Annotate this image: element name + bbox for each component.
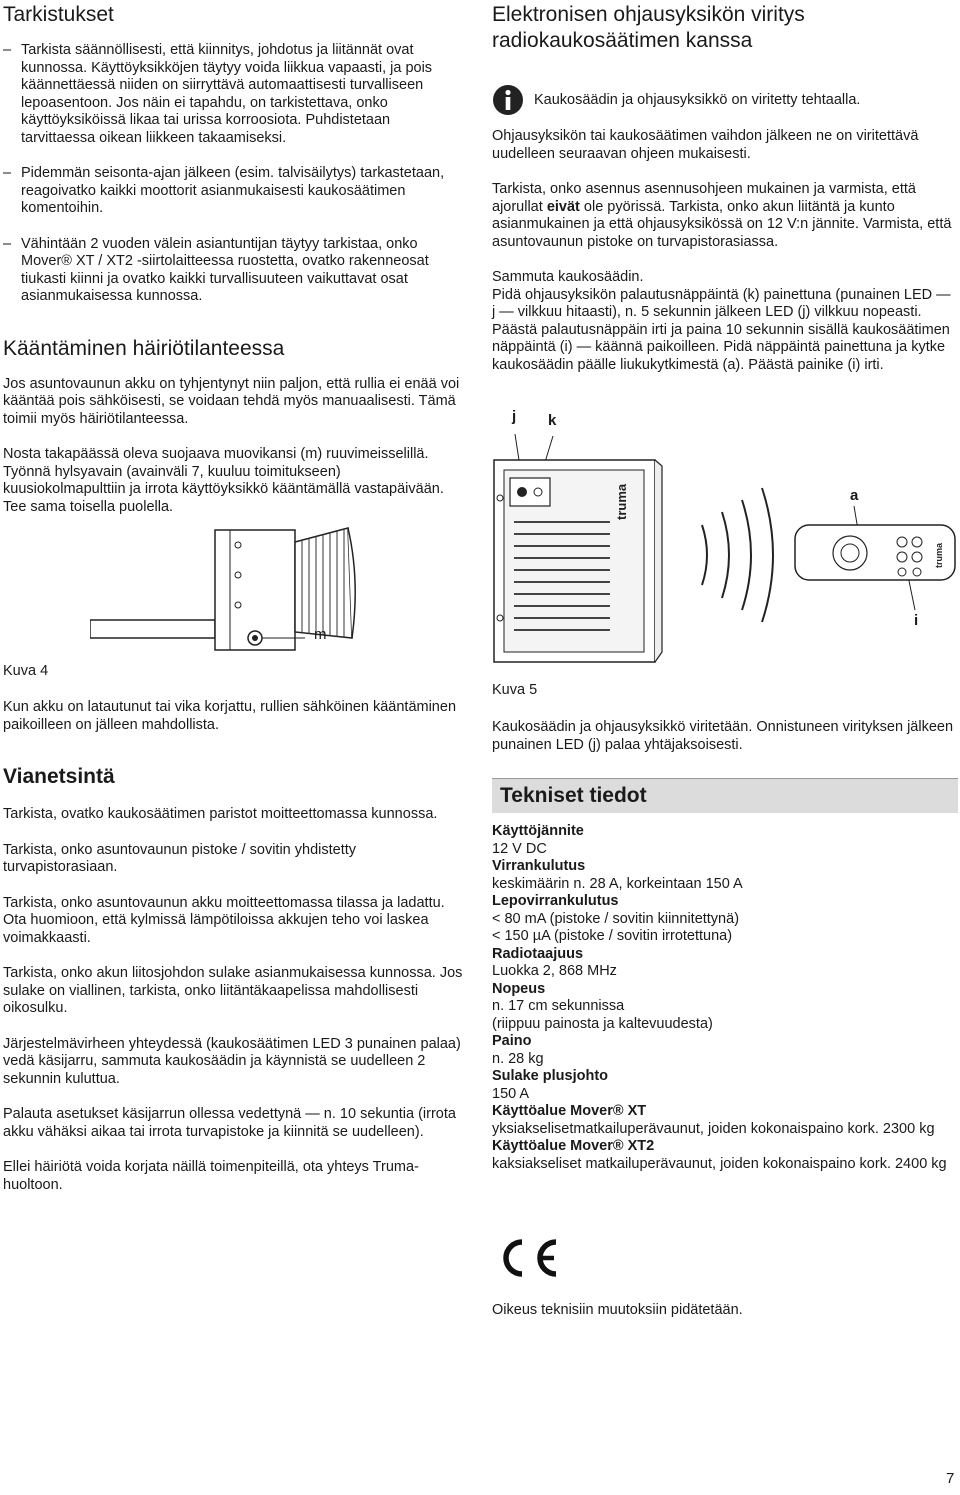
left-column	[3, 2, 463, 516]
ce-mark-icon	[492, 1236, 562, 1280]
figure-5-caption: Kuva 5	[492, 682, 538, 698]
spec-standby-current: Lepovirrankulutus < 80 mA (pistoke / sovitin kiinnitettynä) < 150 µA (pistoke / sovitin irrotettuna)	[492, 893, 740, 944]
heading-troubleshooting: Vianetsintä	[3, 765, 115, 788]
tech-specs-list	[492, 823, 954, 1173]
figure-5-label-a: a	[850, 487, 859, 504]
after-figure-4-text: Kun akku on latautunut tai vika korjattu, rullien sähköinen kääntäminen paikoilleen on jälleen mahdollista.	[3, 699, 457, 733]
spec-weight: Paino n. 28 kg	[492, 1033, 544, 1067]
troubleshoot-item-7: Ellei häiriötä voida korjata näillä toimenpiteillä, ota yhteys Truma-huoltoon.	[3, 1159, 419, 1193]
pairing-paragraph-1: Ohjausyksikön tai kaukosäätimen vaihdon jälkeen ne on viritettävä uudelleen seuraavan ohjeen mukaisesti.	[492, 128, 919, 162]
figure-5-control-unit-and-remote	[490, 430, 960, 675]
spec-fuse: Sulake plusjohto 150 A	[492, 1068, 609, 1102]
troubleshoot-item-2: Tarkista, onko asuntovaunun pistoke / sovitin yhdistetty turvapistorasiaan.	[3, 841, 357, 875]
pairing-paragraph-4: Pidä ohjausyksikön palautusnäppäintä (k) painettuna (punainen LED — j — vilkkuu hitaasti), n. 5 sekunnin jälkeen LED (j) vilkkuu nopeasti. Päästä palautusnäppäin irti ja paina 10 sekunnin sisällä kaukosäätimen näppäintä (i) — käännä paikoilleen. Pidä näppäintä painettuna ja kytke kaukosäädin päälle liukukytkimestä (a). Päästä painike (i) irti.	[492, 286, 951, 373]
figure-4-drive-unit	[90, 520, 390, 660]
pairing-paragraph-2: Tarkista, onko asennus asennusohjeen mukainen ja varmista, että ajorullat eivät ole pyörissä. Tarkista, onko akun liitäntä ja kunto asianmukainen ja että ohjausyksikössä on 12 V:n jännite. Varmista, että asuntovaunun pistoke on turvapistorasiassa.	[492, 181, 952, 250]
check-item-3: – Vähintään 2 vuoden välein asiantuntijan täytyy tarkistaa, onko Mover® XT / XT2 -siirtolaitteessa ruostetta, ovatko rakenneosat tiukasti kiinni ja ovatko kaikki turvallisuuteen vaikuttavat osat asianmukaisessa kunnossa.	[3, 236, 463, 306]
control-unit-brand: truma	[614, 483, 629, 520]
right-column	[492, 2, 954, 374]
info-note-text: Kaukosäädin ja ohjausyksikkö on viritetty tehtaalla.	[534, 92, 861, 108]
tech-heading-box	[492, 778, 958, 813]
figure-5-label-i: i	[914, 612, 919, 629]
troubleshoot-item-5: Järjestelmävirheen yhteydessä (kaukosäätimen LED 3 punainen palaa) vedä käsijarru, sammuta kaukosäädin ja käynnistä se uudelleen 2 sekunnin kuluttua.	[3, 1035, 461, 1087]
figure-5-label-j: j	[512, 408, 517, 425]
spec-range-xt2: Käyttöalue Mover® XT2 kaksiakseliset matkailuperävaunut, joiden kokonaispaino kork. 2400 kg	[492, 1138, 947, 1172]
check-item-2: – Pidemmän seisonta-ajan jälkeen (esim. talvisäilytys) tarkastetaan, reagoivatko kaikki moottorit asianmukaisesti kaukosäätimen komentoihin.	[3, 165, 463, 218]
spec-voltage: Käyttöjännite 12 V DC	[492, 823, 584, 857]
spec-current: Virrankulutus keskimäärin n. 28 A, korkeintaan 150 A	[492, 858, 743, 892]
pairing-paragraph-3: Sammuta kaukosäädin.	[492, 269, 644, 285]
emergency-paragraph-2: Nosta takapäässä oleva suojaava muovikansi (m) ruuvimeisselillä. Työnnä hylsyavain (avainväli 7, kuuluu toimitukseen) kuusiokolmapulttiin ja irrota käyttöyksikkö kääntämällä vastapäivään. Tee sama toisella puolella.	[3, 446, 444, 515]
heading-technical-data: Tekniset tiedot	[500, 784, 647, 807]
figure-5-description: Kaukosäädin ja ohjausyksikkö viritetään. Onnistuneen virityksen jälkeen punainen LED (j) palaa yhtäjaksoisesti.	[492, 719, 954, 753]
left-column-lower	[3, 699, 463, 1194]
spec-range-xt: Käyttöalue Mover® XT yksiakselisetmatkailuperävaunut, joiden kokonaispaino kork. 2300 kg	[492, 1103, 935, 1137]
troubleshoot-item-1: Tarkista, ovatko kaukosäätimen paristot moitteettomassa kunnossa.	[3, 806, 438, 822]
heading-checks: Tarkistukset	[3, 3, 114, 26]
pairing-emphasis: eivät	[546, 198, 580, 215]
page-number: 7	[946, 1470, 955, 1487]
remote-brand: truma	[934, 542, 944, 568]
info-note	[492, 88, 954, 114]
emergency-paragraph-1: Jos asuntovaunun akku on tyhjentynyt niin paljon, että rullia ei enää voi kääntää pois sähköisesti, se voidaan tehdä myös manuaalisesti. Tämä toimii myös häiriötilanteessa.	[3, 375, 460, 427]
disclaimer: Oikeus teknisiin muutoksiin pidätetään.	[492, 1302, 743, 1318]
troubleshoot-item-3: Tarkista, onko asuntovaunun akku moitteettomassa tilassa ja ladattu. Ota huomioon, että kylmissä lämpötiloissa akkujen teho voi laskea voimakkaasti.	[3, 894, 445, 946]
figure-4-label-m: m	[314, 626, 327, 643]
spec-speed: Nopeus n. 17 cm sekunnissa (riippuu painosta ja kaltevuudesta)	[492, 980, 713, 1032]
figure-5-label-k: k	[548, 412, 557, 429]
heading-emergency: Kääntäminen häiriötilanteessa	[3, 336, 285, 360]
troubleshoot-item-6: Palauta asetukset käsijarrun ollessa vedettynä — n. 10 sekuntia (irrota akku vähäksi aikaa tai irrota turvapistoke ja kiinnitä se uudelleen).	[3, 1106, 456, 1140]
info-icon	[492, 84, 524, 116]
heading-pairing: Elektronisen ohjausyksikön viritys radiokaukosäätimen kanssa	[492, 3, 805, 52]
troubleshoot-item-4: Tarkista, onko akun liitosjohdon sulake asianmukaisessa kunnossa. Jos sulake on viallinen, tarkista, onko liitäntäkaapelissa mahdollisesti oikosulku.	[3, 965, 463, 1016]
check-item-1: – Tarkista säännöllisesti, että kiinnitys, johdotus ja liitännät ovat kunnossa. Käyttöyksikköjen täytyy voida liikkua vapaasti, ja pois käännettäessä niiden on siirryttävä automaattisesti turvalliseen lepoasentoon. Jos näin ei tapahdu, on tarkistettava, onko käyttöyksiköissä likaa tai urissa korroosiota. Puhdistetaan tarvittaessa oikean liikkeen takaamiseksi.	[3, 42, 463, 147]
spec-radio-frequency: Radiotaajuus Luokka 2, 868 MHz	[492, 945, 617, 979]
figure-4-caption: Kuva 4	[3, 663, 49, 679]
